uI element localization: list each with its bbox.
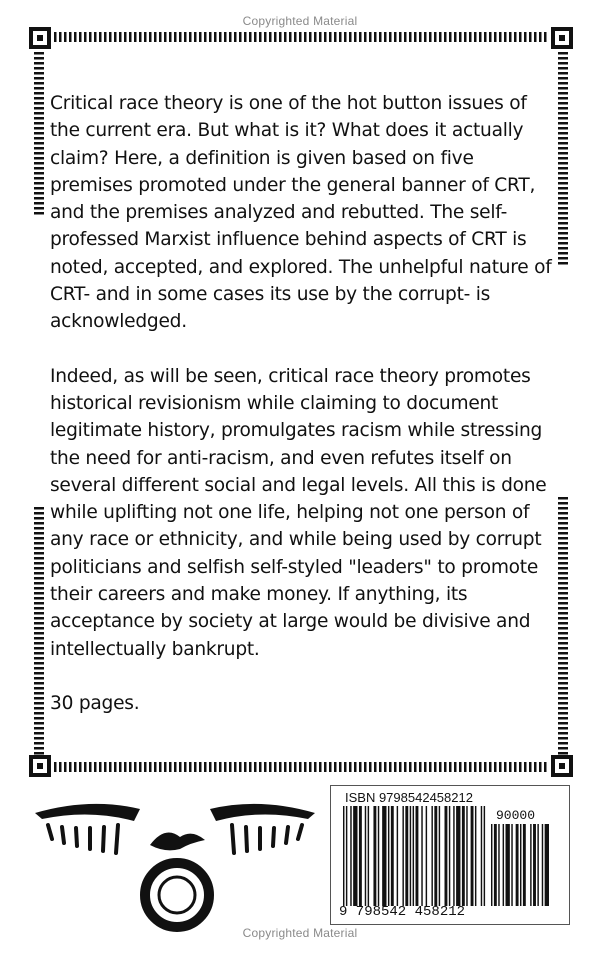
isbn-barcode-box (330, 785, 570, 925)
copyright-watermark-bottom: Copyrighted Material (242, 926, 358, 940)
price-barcode-bars (491, 824, 559, 908)
barcode-digits: 9 798542 458212 (339, 904, 466, 920)
isbn-label: ISBN 9798542458212 (345, 790, 473, 805)
price-code: 90000 (496, 808, 536, 823)
page-count: 30 pages. (50, 692, 140, 714)
ean-barcode-bars (343, 806, 488, 908)
description-paragraph-2: Indeed, as will be seen, critical race theory promotes historical revisionism while claiming to document legitimate history, promulgates racism while stressing the need for anti-racism, and even refutes itself on several different social and legal levels. All this is done while uplifting not one life, helping not one person of any race or ethnicity, and while being used by corrupt politicians and selfish self-styled "leaders" to promote their careers and make money. If anything, its acceptance by society at large would be divisive and intellectually bankrupt. (50, 365, 547, 660)
corner-ornament-top-right (551, 27, 573, 49)
back-cover-description (50, 90, 555, 744)
copyright-watermark-top: Copyrighted Material (242, 14, 358, 28)
corner-ornament-top-left (29, 27, 51, 49)
ouroboros-wings-logo (30, 795, 320, 935)
corner-ornament-bottom-right (551, 755, 573, 777)
description-paragraph-1: Critical race theory is one of the hot button issues of the current era. But what is it? What does it actually claim? Here, a definition is given based on five premises promoted under the general banner of CRT, and the premises analyzed and rebutted. The self-professed Marxist influence behind aspects of CRT is noted, accepted, and explored. The unhelpful nature of CRT- and in some cases its use by the corrupt- is acknowledged. (50, 93, 552, 333)
corner-ornament-bottom-left (29, 755, 51, 777)
